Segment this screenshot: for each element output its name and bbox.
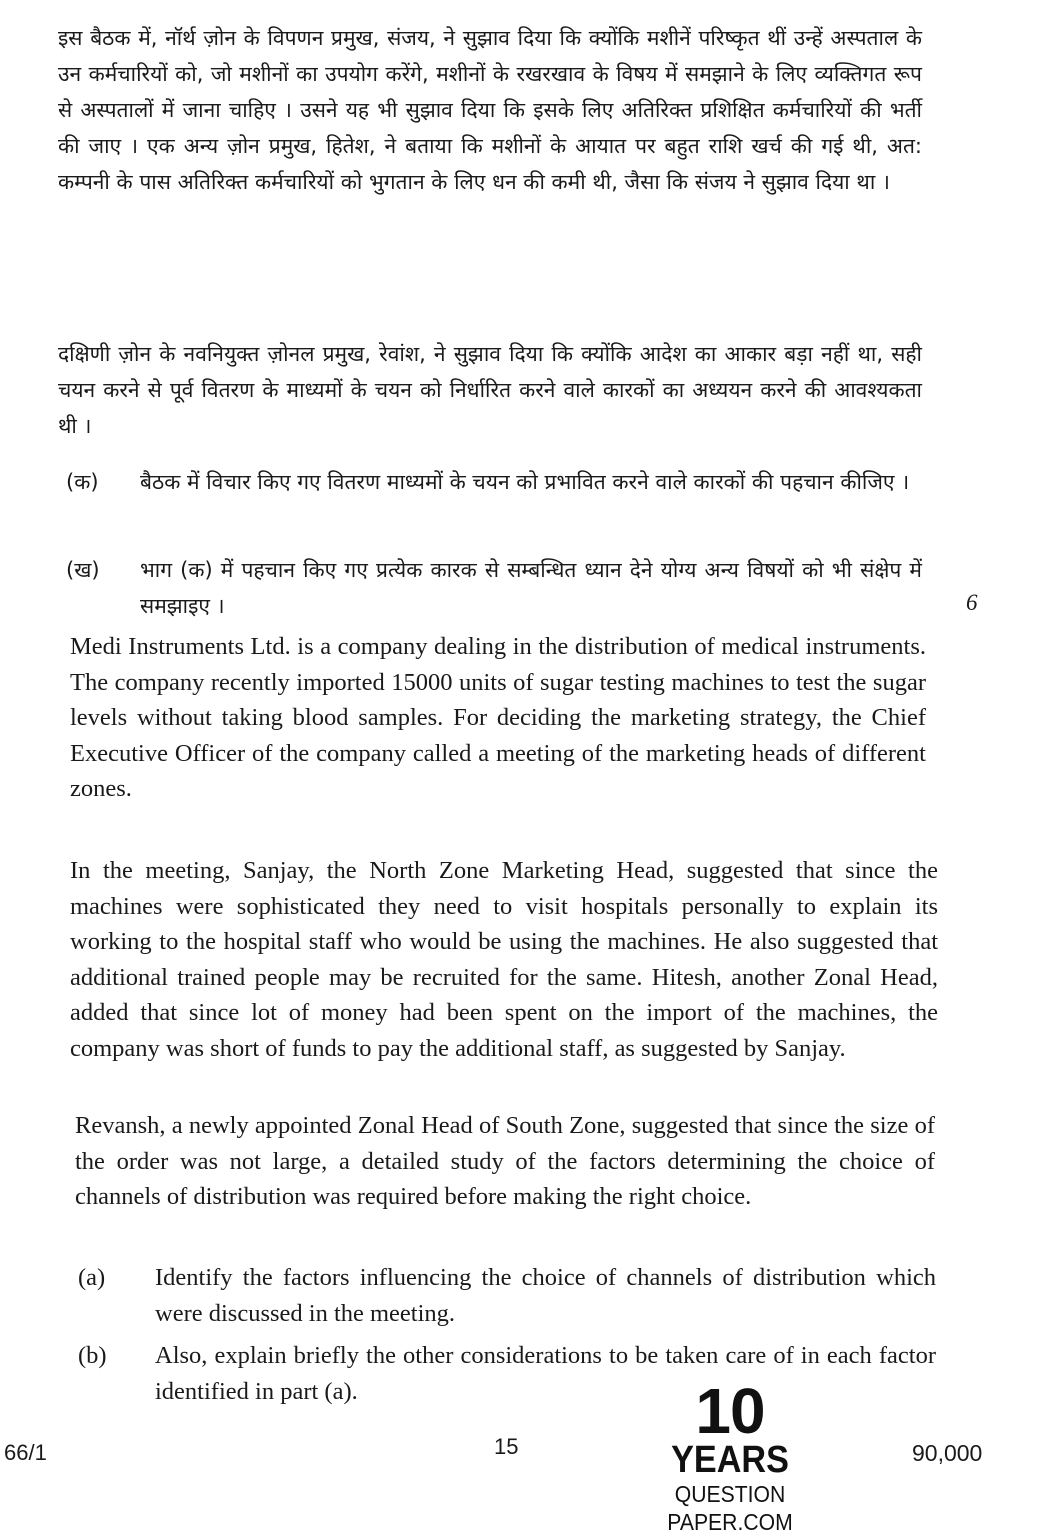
english-question-b-label: (b): [78, 1342, 107, 1369]
marks-label: 6: [966, 590, 978, 615]
english-paragraph-3: Revansh, a newly appointed Zonal Head of South Zone, suggested that since the size of the order was not large, a detailed study of the factors determining the choice of channels of distribution was required before making the right choice.: [75, 1112, 935, 1210]
english-question-a: [78, 1260, 936, 1331]
english-question-a-text: Identify the factors influencing the choice of channels of distribution which were discussed in the meeting.: [155, 1264, 936, 1327]
watermark-logo: [600, 1375, 860, 1536]
english-question-b-text: Also, explain briefly the other considerations to be taken care of in each factor identified in part (a).: [155, 1342, 936, 1405]
english-paragraph-1: Medi Instruments Ltd. is a company dealing in the distribution of medical instruments. The company recently imported 15000 units of sugar testing machines to test the sugar levels without taking blood samples. For deciding the marketing strategy, the Chief Executive Officer of the company called a meeting of the marketing heads of different zones.: [70, 633, 926, 802]
hindi-question-a-text: बैठक में विचार किए गए वितरण माध्यमों के चयन को प्रभावित करने वाले कारकों की पहचान कीजिए ।: [140, 470, 910, 494]
watermark-number: 10: [695, 1375, 765, 1447]
paper-code: 66/1: [4, 1440, 47, 1465]
english-question-a-label: (a): [78, 1264, 106, 1291]
hindi-question-b: [66, 552, 922, 624]
copies-count: 90,000: [912, 1440, 983, 1466]
hindi-paragraph-1: इस बैठक में, नॉर्थ ज़ोन के विपणन प्रमुख, संजय, ने सुझाव दिया कि क्योंकि मशीनें परिष्कृत थीं उन्हें अस्पताल के उन कर्मचारियों को, जो मशीनों का उपयोग करेंगे, मशीनों के रखरखाव के विषय में समझाने के लिए व्यक्तिगत रूप से अस्पतालों में जाना चाहिए । उसने यह भी सुझाव दिया कि इसके लिए अतिरिक्त प्रशिक्षित कर्मचारियों की भर्ती की जाए । एक अन्य ज़ोन प्रमुख, हितेश, ने बताया कि मशीनों के आयात पर बहुत राशि खर्च की गई थी, अत: कम्पनी के पास अतिरिक्त कर्मचारियों को भुगतान के लिए धन की कमी थी, जैसा कि संजय ने सुझाव दिया था ।: [58, 26, 922, 194]
hindi-question-a-label: (क): [66, 470, 99, 494]
page-number: 15: [494, 1434, 519, 1459]
hindi-question-b-label: (ख): [66, 558, 100, 582]
hindi-question-b-text: भाग (क) में पहचान किए गए प्रत्येक कारक से सम्बन्धित ध्यान देने योग्य अन्य विषयों को भी संक्षेप में समझाइए ।: [140, 558, 922, 618]
hindi-paragraph-2: दक्षिणी ज़ोन के नवनियुक्त ज़ोनल प्रमुख, रेवांश, ने सुझाव दिया कि क्योंकि आदेश का आकार बड़ा नहीं था, सही चयन करने से पूर्व वितरण के माध्यमों के चयन को निर्धारित करने वाले कारकों का अध्ययन करने की आवश्यकता थी ।: [58, 342, 922, 438]
english-paragraph-2: In the meeting, Sanjay, the North Zone Marketing Head, suggested that since the machines were sophisticated they need to visit hospitals personally to explain its working to the hospital staff who would be using the machines. He also suggested that additional trained people may be recruited for the same. Hitesh, another Zonal Head, added that since lot of money had been spent on the import of the machines, the company was short of funds to pay the additional staff, as suggested by Sanjay.: [70, 857, 938, 1062]
watermark-site: QUESTION PAPER.COM: [667, 1481, 793, 1535]
hindi-question-a: [66, 464, 922, 500]
watermark-years: YEARS: [671, 1439, 789, 1481]
